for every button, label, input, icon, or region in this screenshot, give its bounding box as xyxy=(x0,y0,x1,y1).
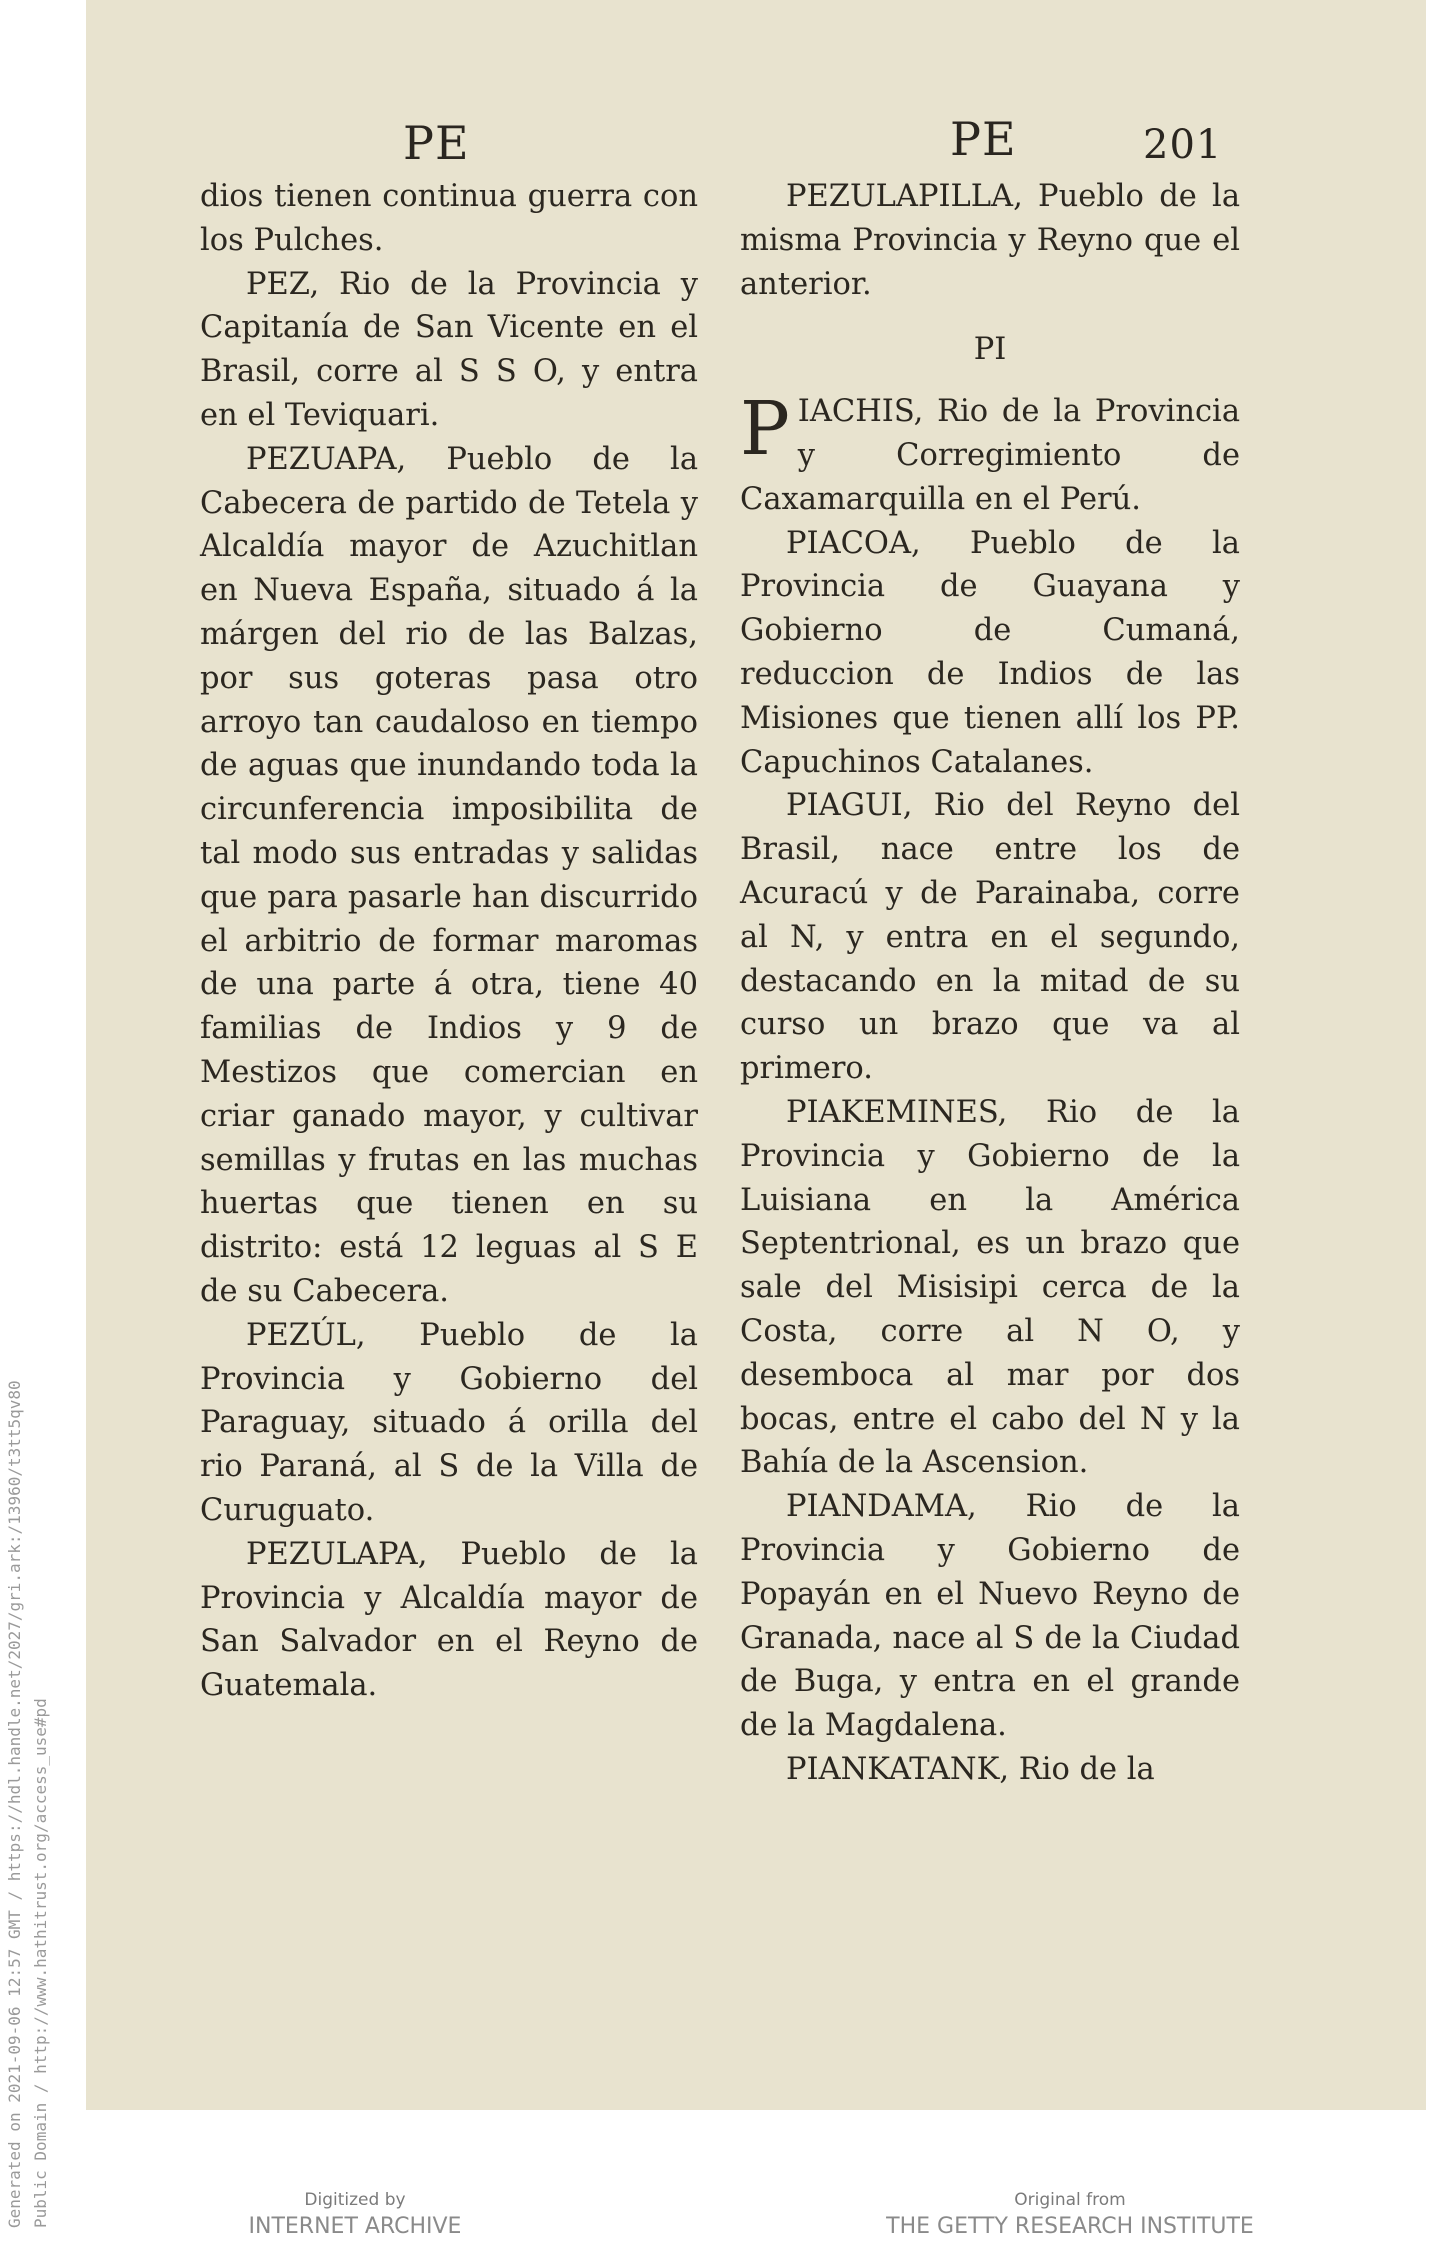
footer-getty-institute: THE GETTY RESEARCH INSTITUTE xyxy=(886,2214,1254,2239)
section-heading-pi: PI xyxy=(973,332,1007,368)
header-right-running-head: PE xyxy=(950,112,1017,166)
footer-digitized-by xyxy=(205,2188,505,2242)
left-entry-continuation: dios tienen continua guerra con los Pulches. xyxy=(200,179,698,258)
entry-pezul: PEZÚL, Pueblo de la Provincia y Gobierno del Paraguay, situado á orilla del rio Paraná, al S de la Villa de Curuguato. xyxy=(200,1317,698,1528)
entry-piachis-text: IACHIS, Rio de la Provincia y Corregimiento de Caxamarquilla en el Perú. xyxy=(740,394,1240,517)
right-column xyxy=(740,175,1240,1792)
entry-piakemines: PIAKEMINES, Rio de la Provincia y Gobierno de la Luisiana en la América Septentrional, es un brazo que sale del Misisipi cerca de la Costa, corre al N O, y desemboca al mar por dos bocas, entre el cabo del N y la Bahía de la Ascension. xyxy=(740,1094,1240,1481)
page-number: 201 xyxy=(1143,122,1223,168)
entry-pezulapilla: PEZULAPILLA, Pueblo de la misma Provincia y Reyno que el anterior. xyxy=(740,179,1240,302)
entry-piagui: PIAGUI, Rio del Reyno del Brasil, nace entre los de Acuracú y de Parainaba, corre al N, y entra en el segundo, destacando en la mitad de su curso un brazo que va al primero. xyxy=(740,788,1240,1087)
header-left-running-head: PE xyxy=(403,116,470,170)
watermark-line-generated: Generated on 2021-09-06 12:57 GMT / https://hdl.handle.net/2027/gri.ark:/13960/t3tt5qv80 xyxy=(5,1380,24,2228)
drop-cap-letter: P xyxy=(740,386,790,473)
generation-watermark xyxy=(2,1380,54,2228)
entry-pez: PEZ, Rio de la Provincia y Capitanía de San Vicente en el Brasil, corre al S S O, y entra en el Teviquari. xyxy=(200,266,698,433)
watermark-line-public-domain: Public Domain / http://www.hathitrust.org/access_use#pd xyxy=(31,1698,50,2228)
entry-piankatank: PIANKATANK, Rio de la xyxy=(786,1751,1155,1787)
footer-digitized-label: Digitized by xyxy=(304,2190,406,2210)
footer-original-label: Original from xyxy=(1014,2190,1126,2210)
entry-pezulapa: PEZULAPA, Pueblo de la Provincia y Alcaldía mayor de San Salvador en el Reyno de Guatemala. xyxy=(200,1536,698,1704)
entry-pezuapa: PEZUAPA, Pueblo de la Cabecera de partido de Tetela y Alcaldía mayor de Azuchitlan en Nueva España, situado á la márgen del rio de las Balzas, por sus goteras pasa otro arroyo tan caudaloso en tiempo de aguas que inundando toda la circunferencia imposibilita de tal modo sus entradas y salidas que para pasarle han discurrido el arbitrio de formar maromas de una parte á otra, tiene 40 familias de Indios y 9 de Mestizos que comercian en criar ganado mayor, y cultivar semillas y frutas en las muchas huertas que tienen en su distrito: está 12 leguas al S E de su Cabecera. xyxy=(200,441,698,1309)
footer-original-from xyxy=(860,2188,1280,2242)
entry-piandama: PIANDAMA, Rio de la Provincia y Gobierno de Popayán en el Nuevo Reyno de Granada, nace al S de la Ciudad de Buga, y entra en el grande de la Magdalena. xyxy=(740,1489,1240,1744)
entry-piacoa: PIACOA, Pueblo de la Provincia de Guayana y Gobierno de Cumaná, reduccion de Indios de las Misiones que tienen allí los PP. Capuchinos Catalanes. xyxy=(740,525,1240,780)
entry-piachis xyxy=(740,386,1240,521)
left-column xyxy=(200,175,698,1708)
footer-internet-archive: INTERNET ARCHIVE xyxy=(248,2214,462,2239)
